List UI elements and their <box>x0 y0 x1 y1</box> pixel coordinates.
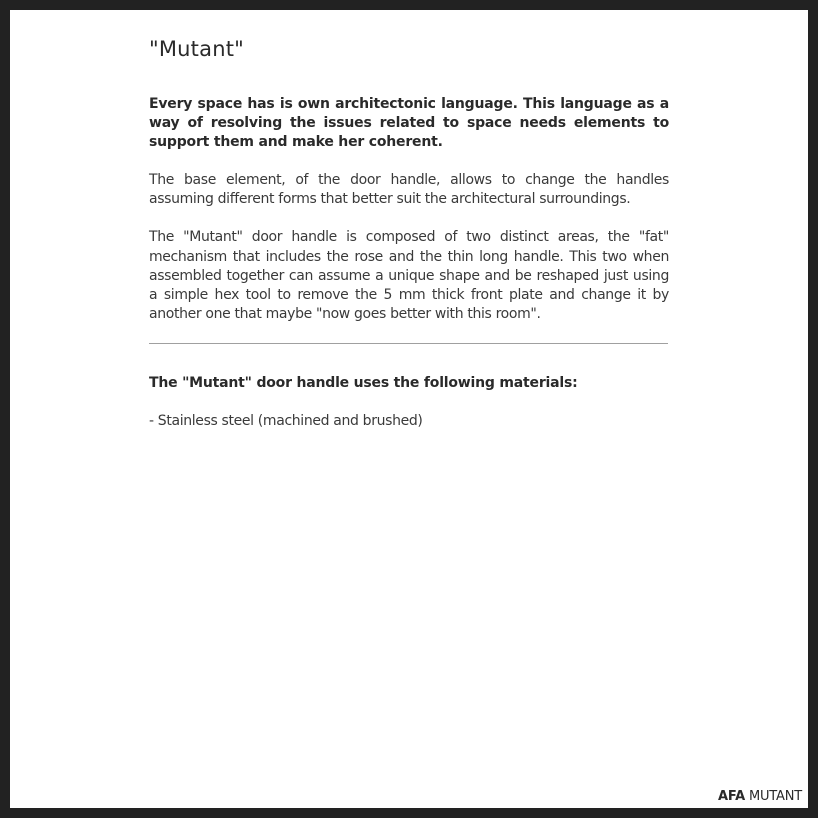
brand-product: MUTANT <box>748 789 802 804</box>
brand-logo <box>718 789 802 804</box>
page-title: "Mutant" <box>149 37 244 61</box>
brand-company: AFA <box>718 789 745 804</box>
section-divider <box>149 343 668 344</box>
materials-list <box>149 412 669 431</box>
article-content <box>149 36 669 431</box>
body-paragraph: The "Mutant" door handle is composed of two distinct areas, the "fat" mechanism that includes the rose and the thin long handle. This two when assembled together can assume a unique shape and be reshaped just using a simple hex tool to remove the 5 mm thick front plate and change it by another one that maybe "now goes better with this room". <box>149 229 669 323</box>
materials-list-item: - Stainless steel (machined and brushed) <box>149 413 423 430</box>
lead-paragraph: Every space has is own architectonic language. This language as a way of resolving the issues related to space needs elements to support them and make her coherent. <box>149 96 669 150</box>
materials-heading: The "Mutant" door handle uses the following materials: <box>149 375 578 392</box>
body-paragraph: The base element, of the door handle, allows to change the handles assuming different forms that better suit the architectural surroundings. <box>149 172 669 208</box>
page-frame <box>10 10 808 808</box>
